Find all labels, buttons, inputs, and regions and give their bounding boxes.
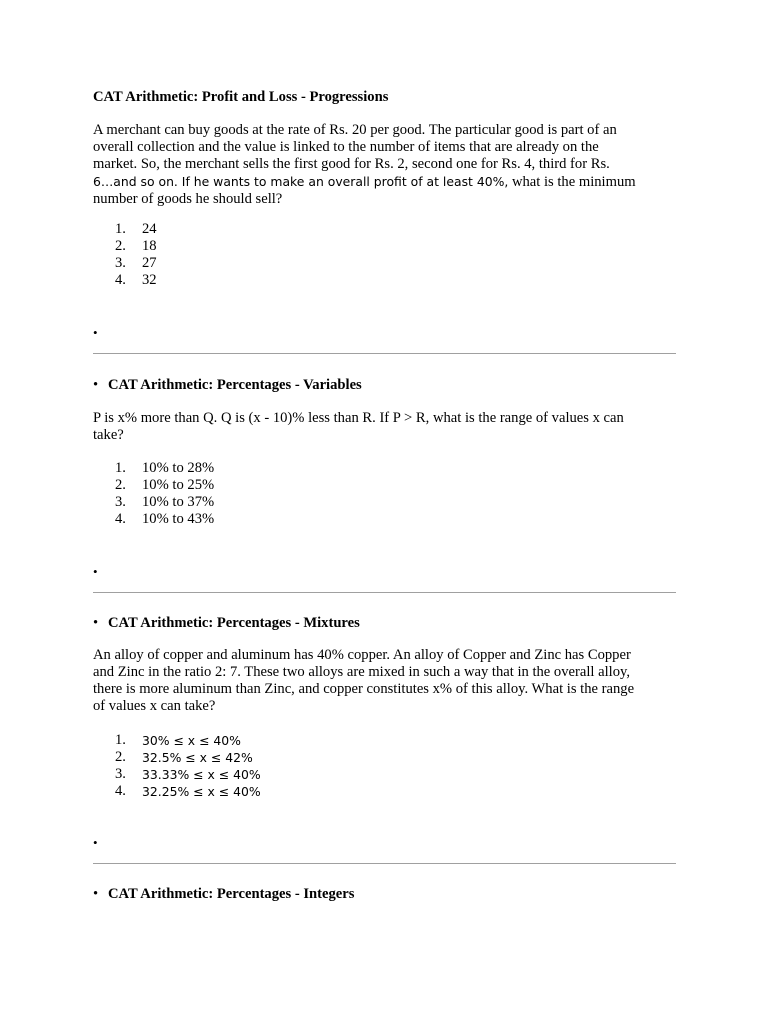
divider bbox=[93, 353, 676, 354]
option-item bbox=[93, 477, 677, 494]
question-1-line: number of goods he should sell? bbox=[93, 191, 283, 207]
option-number: 2. bbox=[115, 749, 126, 765]
option-number: 3. bbox=[115, 494, 126, 510]
option-number: 2. bbox=[115, 238, 126, 254]
option-text: 24 bbox=[142, 221, 157, 237]
question-3-line: of values x can take? bbox=[93, 698, 216, 714]
question-2-line: P is x% more than Q. Q is (x - 10)% less than R. If P > R, what is the range of values x can bbox=[93, 410, 624, 426]
option-text: 33.33% ≤ x ≤ 40% bbox=[142, 767, 261, 782]
option-text: 32.5% ≤ x ≤ 42% bbox=[142, 750, 253, 765]
question-4 bbox=[93, 885, 677, 903]
bullet-icon: • bbox=[93, 564, 98, 579]
question-3-line: and Zinc in the ratio 2: 7. These two alloys are mixed in such a way that in the overall alloy, bbox=[93, 664, 630, 680]
bullet-icon: • bbox=[93, 377, 99, 393]
option-text: 10% to 28% bbox=[142, 460, 215, 476]
option-item bbox=[93, 732, 677, 749]
option-number: 1. bbox=[115, 460, 126, 476]
bullet-icon: • bbox=[93, 835, 98, 850]
option-item bbox=[93, 749, 677, 766]
option-item bbox=[93, 511, 677, 528]
option-text: 10% to 37% bbox=[142, 494, 215, 510]
option-number: 1. bbox=[115, 732, 126, 748]
question-1-line bbox=[93, 173, 677, 191]
option-number: 4. bbox=[115, 783, 126, 799]
question-3 bbox=[93, 614, 677, 632]
option-number: 1. bbox=[115, 221, 126, 237]
option-item bbox=[93, 221, 677, 238]
question-3-line: there is more aluminum than Zinc, and copper constitutes x% of this alloy. What is the range bbox=[93, 681, 635, 697]
question-1-line: market. So, the merchant sells the first good for Rs. 2, second one for Rs. 4, third for Rs. bbox=[93, 156, 610, 172]
bullet-icon: • bbox=[93, 325, 98, 340]
option-item bbox=[93, 238, 677, 255]
question-3-options bbox=[93, 732, 677, 800]
question-2 bbox=[93, 376, 677, 394]
option-text: 10% to 43% bbox=[142, 511, 215, 527]
question-4-title-text: CAT Arithmetic: Percentages - Integers bbox=[108, 886, 355, 902]
option-item bbox=[93, 766, 677, 783]
question-4-title bbox=[93, 885, 677, 903]
option-item bbox=[93, 255, 677, 272]
question-2-title-text: CAT Arithmetic: Percentages - Variables bbox=[108, 377, 362, 393]
empty-bullet bbox=[93, 835, 677, 851]
option-number: 3. bbox=[115, 255, 126, 271]
question-3-title bbox=[93, 614, 677, 632]
option-item bbox=[93, 460, 677, 477]
option-number: 4. bbox=[115, 272, 126, 288]
bullet-icon: • bbox=[93, 886, 99, 902]
question-1-line-serif: what is the minimum bbox=[508, 174, 636, 190]
option-text: 10% to 25% bbox=[142, 477, 215, 493]
empty-bullet bbox=[93, 564, 677, 580]
question-2-title bbox=[93, 376, 677, 394]
question-3-line: An alloy of copper and aluminum has 40% copper. An alloy of Copper and Zinc has Copper bbox=[93, 647, 631, 663]
option-text: 32 bbox=[142, 272, 157, 288]
option-text: 27 bbox=[142, 255, 157, 271]
question-1-title: CAT Arithmetic: Profit and Loss - Progressions bbox=[93, 89, 389, 105]
option-text: 18 bbox=[142, 238, 157, 254]
question-1-line: overall collection and the value is linked to the number of items that are already on the bbox=[93, 139, 599, 155]
option-number: 2. bbox=[115, 477, 126, 493]
question-1-line-sans: 6…and so on. If he wants to make an overall profit of at least 40%, bbox=[93, 174, 509, 189]
bullet-icon: • bbox=[93, 615, 99, 631]
empty-bullet bbox=[93, 325, 677, 341]
question-1 bbox=[93, 88, 677, 106]
question-3-body bbox=[93, 647, 677, 715]
option-text: 30% ≤ x ≤ 40% bbox=[142, 733, 241, 748]
question-1-options bbox=[93, 221, 677, 289]
question-1-body bbox=[93, 122, 677, 208]
question-2-body bbox=[93, 410, 677, 444]
option-item bbox=[93, 494, 677, 511]
option-text: 32.25% ≤ x ≤ 40% bbox=[142, 784, 261, 799]
question-3-title-text: CAT Arithmetic: Percentages - Mixtures bbox=[108, 615, 360, 631]
option-item bbox=[93, 783, 677, 800]
option-number: 4. bbox=[115, 511, 126, 527]
question-1-line: A merchant can buy goods at the rate of Rs. 20 per good. The particular good is part of an bbox=[93, 122, 617, 138]
option-item bbox=[93, 272, 677, 289]
divider bbox=[93, 863, 676, 864]
question-2-line: take? bbox=[93, 427, 124, 443]
divider bbox=[93, 592, 676, 593]
question-2-options bbox=[93, 460, 677, 528]
option-number: 3. bbox=[115, 766, 126, 782]
